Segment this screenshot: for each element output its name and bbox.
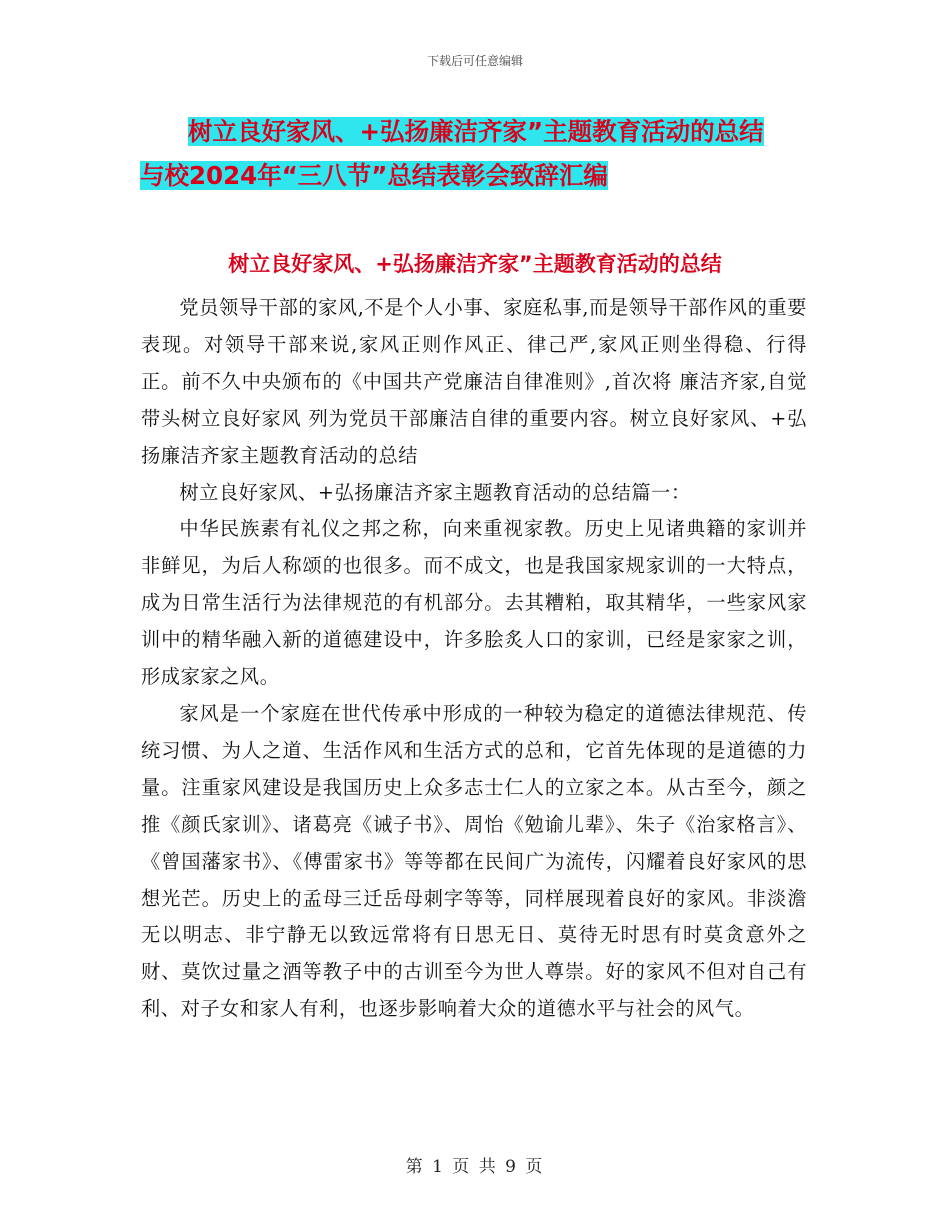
paragraph: 家风是一个家庭在世代传承中形成的一种较为稳定的道德法律规范、传统习惯、为人之道、生活作风和生活方式的总和，它首先体现的是道德的力量。注重家风建设是我国历史上众多志士仁人的立家之本。从古至今，颜之推《颜氏家训》、诸葛亮《诫子书》、周怡《勉谕儿辈》、朱子《治家格言》、《曾国藩家书》、《傅雷家书》等等都在民间广为流传，闪耀着良好家风的思想光芒。历史上的孟母三迁岳母刺字等等，同样展现着良好的家风。非淡澹无以明志、非宁静无以致远常将有日思无日、莫待无时思有时莫贪意外之财、莫饮过量之酒等教子中的古训至今为世人尊崇。好的家风不但对自己有利、对子女和家人有利，也逐步影响着大众的道德水平与社会的风气。 [141, 701, 807, 1021]
paragraph: 中华民族素有礼仪之邦之称，向来重视家教。历史上见诸典籍的家训并非鲜见，为后人称颂的也很多。而不成文，也是我国家规家训的一大特点，成为日常生活行为法律规范的有机部分。去其糟粕，取其精华，一些家风家训中的精华融入新的道德建设中，许多脍炙人口的家训，已经是家家之训，形成家家之风。 [141, 517, 807, 689]
title-line-1 [188, 110, 830, 154]
paragraph: 树立良好家风、+弘扬廉洁齐家主题教育活动的总结篇一： [179, 480, 691, 504]
title-line-2-text: 与校2024年“三八节”总结表彰会致辞汇编 [140, 161, 608, 190]
paragraph: 党员领导干部的家风,不是个人小事、家庭私事,而是领导干部作风的重要表现。对领导干部来说,家风正则作风正、律己严,家风正则坐得稳、行得正。前不久中央颁布的《中国共产党廉洁自律准则》,首次将 廉洁齐家,自觉带头树立良好家风 列为党员干部廉洁自律的重要内容。树立良好家风、+弘扬廉洁齐家主题教育活动的总结 [141, 296, 807, 467]
body-text [141, 290, 807, 1028]
title-line-2 [140, 154, 830, 198]
header-note: 下载后可任意编辑 [426, 54, 523, 68]
document-title [140, 110, 830, 198]
title-line-1-text: 树立良好家风、+弘扬廉洁齐家”主题教育活动的总结 [188, 117, 764, 146]
section-heading: 树立良好家风、+弘扬廉洁齐家”主题教育活动的总结 [228, 252, 722, 276]
page-number-footer: 第 1 页 共 9 页 [405, 1157, 545, 1177]
